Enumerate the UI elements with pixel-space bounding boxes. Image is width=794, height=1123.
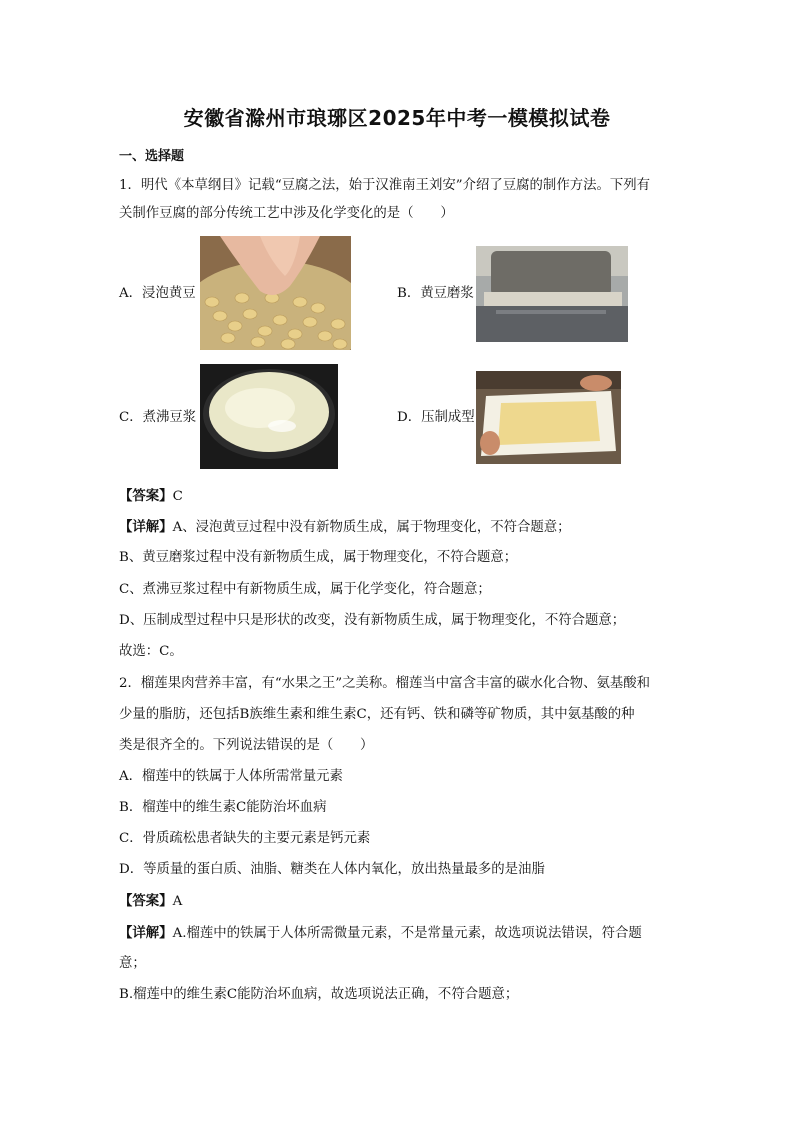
q1-option-a-label: A．浸泡黄豆 [119, 286, 196, 301]
q2-detail-line-2: B.榴莲中的维生素C能防治坏血病，故选项说法正确，不符合题意； [119, 987, 519, 1002]
q1-option-d-label: D．压制成型 [397, 410, 475, 425]
answer-value: C [172, 489, 183, 504]
q2-detail-line-1-cont: 意； [119, 956, 146, 971]
q2-stem-line-1: 2．榴莲果肉营养丰富，有“水果之王”之美称。榴莲当中富含丰富的碳水化合物、氨基酸和 [119, 676, 651, 691]
q1-detail-line-5: 故选：C。 [119, 644, 183, 659]
q1-detail-line-2: B、黄豆磨浆过程中没有新物质生成，属于物理变化，不符合题意； [119, 550, 518, 565]
boiling-soymilk-image [200, 364, 338, 469]
answer-tag: 【答案】 [119, 893, 173, 909]
q2-option-b: B．榴莲中的维生素C能防治坏血病 [119, 800, 327, 815]
detail-text: A.榴莲中的铁属于人体所需微量元素，不是常量元素，故选项说法错误，符合题 [172, 926, 642, 941]
q1-stem-line-1: 1．明代《本草纲目》记载“豆腐之法，始于汉淮南王刘安”介绍了豆腐的制作方法。下列有 [119, 178, 651, 193]
stone-mill-image [476, 246, 628, 342]
detail-text: A、浸泡黄豆过程中没有新物质生成，属于物理变化，不符合题意； [172, 520, 571, 535]
section-heading: 一、选择题 [119, 149, 185, 164]
q2-answer [119, 891, 679, 912]
q1-detail-line-4: D、压制成型过程中只是形状的改变，没有新物质生成，属于物理变化，不符合题意； [119, 613, 626, 628]
q2-stem-line-2: 少量的脂肪，还包括B族维生素和维生素C，还有钙、铁和磷等矿物质，其中氨基酸的种 [119, 707, 635, 722]
q1-option-b-label: B．黄豆磨浆 [397, 286, 474, 301]
q2-stem-line-3: 类是很齐全的。下列说法错误的是（ ） [119, 738, 374, 753]
q1-detail-line-1 [119, 517, 679, 538]
answer-tag: 【答案】 [119, 488, 173, 504]
detail-tag: 【详解】 [119, 925, 173, 941]
soybeans-soaking-image [200, 236, 351, 350]
detail-tag: 【详解】 [119, 519, 173, 535]
q1-detail-line-3: C、煮沸豆浆过程中有新物质生成，属于化学变化，符合题意； [119, 582, 491, 597]
answer-value: A [172, 894, 183, 909]
q2-option-a: A．榴莲中的铁属于人体所需常量元素 [119, 769, 343, 784]
q1-option-c-label: C．煮沸豆浆 [119, 410, 197, 425]
q2-detail-line-1 [119, 923, 679, 944]
q1-stem-line-2: 关制作豆腐的部分传统工艺中涉及化学变化的是（ ） [119, 206, 454, 221]
page-title: 安徽省滁州市琅琊区2025年中考一模模拟试卷 [183, 106, 611, 130]
q2-option-d: D．等质量的蛋白质、油脂、糖类在人体内氧化，放出热量最多的是油脂 [119, 862, 545, 877]
q2-option-c: C．骨质疏松患者缺失的主要元素是钙元素 [119, 831, 371, 846]
pressing-tofu-image [476, 371, 621, 464]
q1-answer [119, 486, 679, 507]
